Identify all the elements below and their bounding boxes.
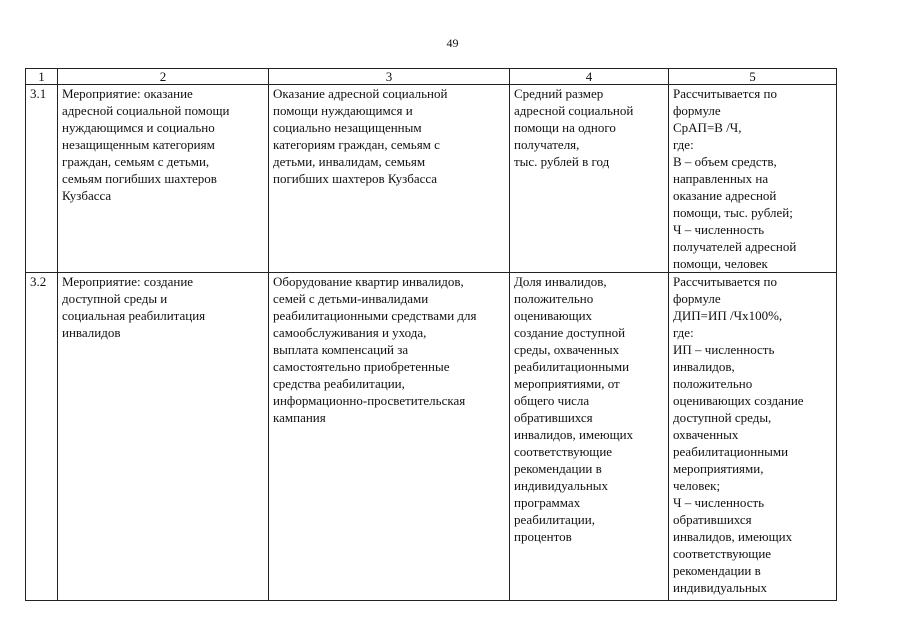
page-number: 49: [446, 36, 459, 50]
row-number: 3.1: [26, 85, 58, 273]
header-cell: 5: [669, 69, 837, 85]
table-row: [26, 85, 837, 273]
event-cell: Мероприятие: оказание адресной социальной помощи нуждающимся и социально незащищенным категориям граждан, семьям с детьми, семьям погибших шахтеров Кузбасса: [58, 85, 269, 273]
formula-cell: Рассчитывается по формуле СрАП=В /Ч, где: В – объем средств, направленных на оказание адресной помощи, тыс. рублей; Ч – численность получателей адресной помощи, человек: [669, 85, 837, 273]
header-cell: 1: [26, 69, 58, 85]
description-cell: Оказание адресной социальной помощи нуждающимся и социально незащищенным категориям граждан, семьям с детьми, инвалидам, семьям погибших шахтеров Кузбасса: [269, 85, 510, 273]
header-cell: 4: [510, 69, 669, 85]
indicator-cell: Доля инвалидов, положительно оценивающих создание доступной среды, охваченных реабилитационными мероприятиями, от общего числа обратившихся инвалидов, имеющих соответствующие рекомендации в индивидуальных программах реабилитации, процентов: [510, 273, 669, 601]
header-cell: 2: [58, 69, 269, 85]
table-row: [26, 273, 837, 601]
header-cell: 3: [269, 69, 510, 85]
description-cell: Оборудование квартир инвалидов, семей с детьми-инвалидами реабилитационными средствами для самообслуживания и ухода, выплата компенсаций за самостоятельно приобретенные средства реабилитации, информационно-просветительская кампания: [269, 273, 510, 601]
table-header-row: [26, 69, 837, 85]
formula-cell: Рассчитывается по формуле ДИП=ИП /Чх100%, где: ИП – численность инвалидов, положительно оценивающих создание доступной среды, охваченных реабилитационными мероприятиями, человек; Ч – численность обратившихся инвалидов, имеющих соответствующие рекомендации в индивидуальных: [669, 273, 837, 601]
indicator-cell: Средний размер адресной социальной помощи на одного получателя, тыс. рублей в год: [510, 85, 669, 273]
indicators-table: [25, 68, 837, 601]
event-cell: Мероприятие: создание доступной среды и социальная реабилитация инвалидов: [58, 273, 269, 601]
row-number: 3.2: [26, 273, 58, 601]
